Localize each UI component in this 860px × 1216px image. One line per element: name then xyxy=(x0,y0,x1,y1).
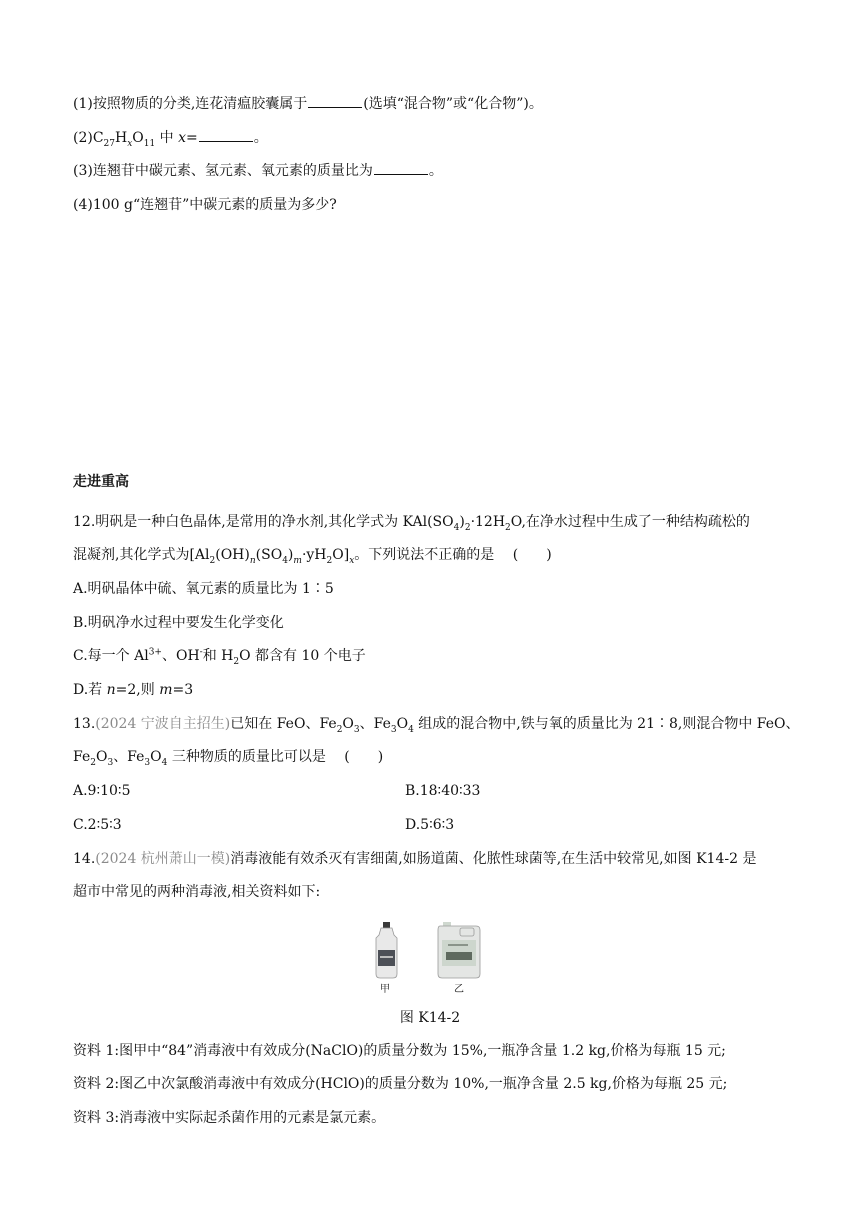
q11-part1-text: (1)按照物质的分类,连花清瘟胶囊属于 xyxy=(73,96,308,112)
q13-option-d[interactable]: D.5∶6∶3 xyxy=(405,817,455,833)
q13-option-b[interactable]: B.18∶40∶33 xyxy=(405,783,481,799)
bottle-yi-icon xyxy=(438,922,480,978)
answer-blank[interactable] xyxy=(199,129,253,142)
q13-option-a[interactable]: A.9∶10∶5 xyxy=(73,783,131,799)
q13-option-c[interactable]: C.2∶5∶3 xyxy=(73,817,122,833)
figure-caption: 图 K14-2 xyxy=(399,1010,461,1026)
section-title: 走进重高 xyxy=(73,474,129,490)
bottle-jia-icon xyxy=(376,922,397,978)
q12-stem-line2: 混凝剂,其化学式为$[Al_2(OH)_n(SO_4)_m\cdot yH_2O]_x$。下列说法不正确的是 ( ) xyxy=(73,547,552,566)
figure-label-jia: 甲 xyxy=(380,984,390,995)
q14-resource-3: 资料 3:消毒液中实际起杀菌作用的元素是氯元素。 xyxy=(73,1110,386,1126)
q14-stem-line2: 超市中常见的两种消毒液,相关资料如下: xyxy=(73,884,321,900)
q14-resource-2: 资料 2:图乙中次氯酸消毒液中有效成分(HClO)的质量分数为 10%,一瓶净含量 2.5 kg,价格为每瓶 25 元; xyxy=(73,1076,728,1092)
q11-part3: (3)连翘苷中碳元素、氢元素、氧元素的质量比为 。 xyxy=(73,163,443,179)
q12-stem-line1: 12.明矾是一种白色晶体,是常用的净水剂,其化学式为 $KAl(SO_4)_2\cdot 12H_2O$,在净水过程中生成了一种结构疏松的 xyxy=(73,514,750,533)
q11-part1-text-end: (选填“混合物”或“化合物”)。 xyxy=(363,96,543,112)
figure-label-yi: 乙 xyxy=(454,984,464,995)
figure-k14-2 xyxy=(370,922,490,995)
answer-blank[interactable] xyxy=(374,162,428,175)
q11-part4: (4)100 g“连翘苷”中碳元素的质量为多少? xyxy=(73,197,337,213)
q14-resource-1: 资料 1:图甲中“84”消毒液中有效成分(NaClO)的质量分数为 15%,一瓶净含量 1.2 kg,价格为每瓶 15 元; xyxy=(73,1043,726,1059)
q14-source: (2024 杭州萧山一模) xyxy=(95,851,231,867)
q12-option-c[interactable]: C.每一个 $Al^{3+}$、OH-和 $H_2O$ 都含有 10 个电子 xyxy=(73,647,366,667)
q11-part2: $(2)C_{27}H_xO_{11}$ 中 x= 。 xyxy=(73,130,268,149)
answer-blank[interactable] xyxy=(308,95,362,108)
q14-stem-line1: 14.(2024 杭州萧山一模)消毒液能有效杀灭有害细菌,如肠道菌、化脓性球菌等,在生活中较常见,如图 K14-2 是 xyxy=(73,851,757,867)
q12-option-d[interactable]: D.若 n=2,则 m=3 xyxy=(73,682,194,698)
q12-option-b[interactable]: B.明矾净水过程中要发生化学变化 xyxy=(73,615,284,631)
q11-part1 xyxy=(73,94,543,114)
q12-option-a[interactable]: A.明矾晶体中硫、氧元素的质量比为 1∶5 xyxy=(73,581,334,597)
q13-stem-line2: $Fe_2O_3$、$Fe_3O_4$ 三种物质的质量比可以是 ( ) xyxy=(73,749,384,768)
q13-stem-line1: 13.(2024 宁波自主招生)已知在 FeO、$Fe_2O_3$、$Fe_3O_4$ 组成的混合物中,铁与氧的质量比为 21∶8,则混合物中 FeO、 xyxy=(73,716,800,735)
q13-source: (2024 宁波自主招生) xyxy=(95,716,231,732)
